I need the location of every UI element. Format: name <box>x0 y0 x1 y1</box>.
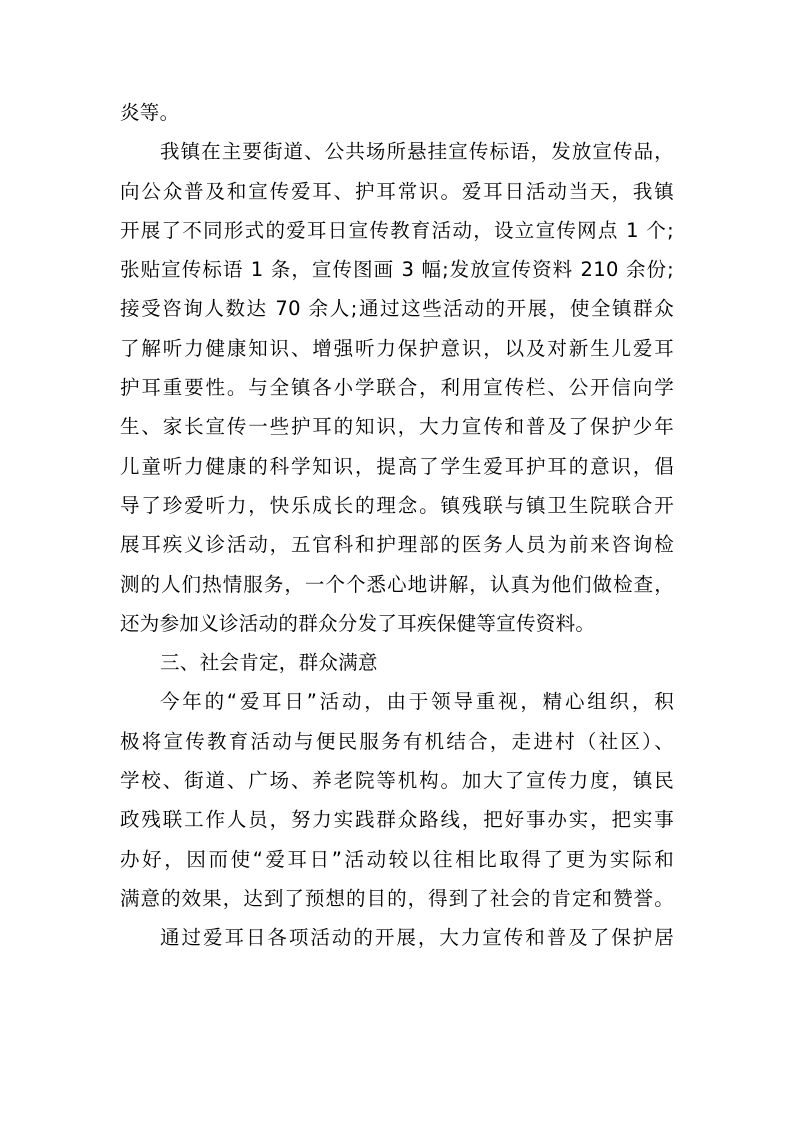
text-line: 我镇在主要街道、公共场所悬挂宣传标语，发放宣传品， <box>160 140 674 164</box>
text-line: 办好，因而使“爱耳日”活动较以往相比取得了更为实际和 <box>120 847 674 871</box>
text-line: 测的人们热情服务，一个个悉心地讲解，认真为他们做检查， <box>120 572 674 596</box>
text-line: 接受咨询人数达 70 余人;通过这些活动的开展，使全镇群众 <box>120 297 674 321</box>
text-line: 今年的“爱耳日”活动，由于领导重视，精心组织，积 <box>160 690 674 714</box>
text-line: 了解听力健康知识、增强听力保护意识，以及对新生儿爱耳 <box>120 336 674 360</box>
text-line: 向公众普及和宣传爱耳、护耳常识。爱耳日活动当天，我镇 <box>120 179 674 203</box>
text-line: 展耳疾义诊活动，五官科和护理部的医务人员为前来咨询检 <box>120 533 674 557</box>
text-line: 护耳重要性。与全镇各小学联合，利用宣传栏、公开信向学 <box>120 376 674 400</box>
text-line: 开展了不同形式的爱耳日宣传教育活动，设立宣传网点 1 个; <box>120 218 674 242</box>
text-line: 导了珍爱听力，快乐成长的理念。镇残联与镇卫生院联合开 <box>120 493 674 517</box>
paragraph-publicity-activities <box>120 132 674 643</box>
text-line: 炎等。 <box>120 101 180 124</box>
text-line: 学校、街道、广场、养老院等机构。加大了宣传力度，镇民 <box>120 769 674 793</box>
section-heading: 三、社会肯定，群众满意 <box>160 651 378 675</box>
text-line: 生、家长宣传一些护耳的知识，大力宣传和普及了保护少年 <box>120 415 674 439</box>
text-line: 张贴宣传标语 1 条，宣传图画 3 幅;发放宣传资料 210 余份; <box>120 258 674 282</box>
text-line: 极将宣传教育活动与便民服务有机结合，走进村（社区）、 <box>120 729 674 753</box>
text-line: 还为参加义诊活动的群众分发了耳疾保健等宣传资料。 <box>120 611 596 635</box>
text-line: 满意的效果，达到了预想的目的，得到了社会的肯定和赞誉。 <box>120 886 674 910</box>
text-line: 通过爱耳日各项活动的开展，大力宣传和普及了保护居 <box>160 926 674 950</box>
text-line: 儿童听力健康的科学知识，提高了学生爱耳护耳的意识，倡 <box>120 454 674 478</box>
text-line: 政残联工作人员，努力实践群众路线，把好事办实，把实事 <box>120 808 674 832</box>
paragraph-social-recognition <box>120 682 674 918</box>
